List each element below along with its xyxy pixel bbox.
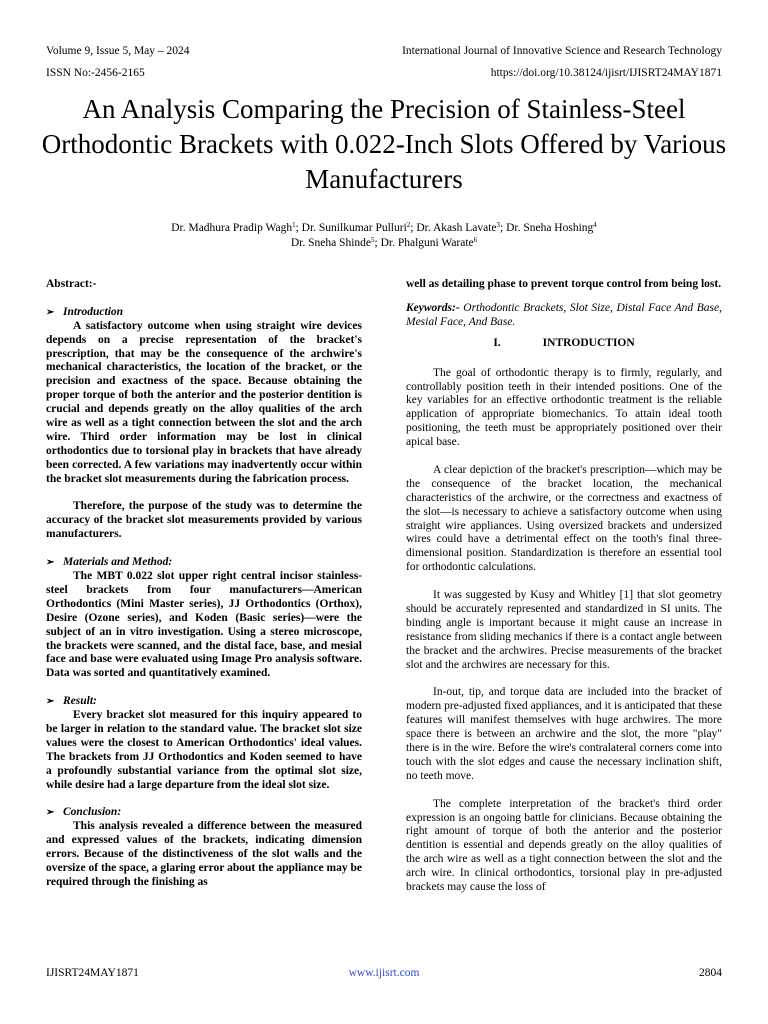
- result-subheading: ➢ Result:: [46, 695, 97, 708]
- abstract-conclusion-paragraph: This analysis revealed a difference between the measured and expressed values of the brackets, indicating dimension errors. Because of the distinctiveness of the slot walls and the oversize of the space, a glaring error about the appliance may be required through the finishing as: [46, 820, 362, 888]
- methods-subheading: ➢ Materials and Method:: [46, 556, 173, 569]
- abstract-result-paragraph: Every bracket slot measured for this inquiry appeared to be larger in relation to the standard value. The bracket slot size values were the closest to American Orthodontics' ideal values. The brackets from JJ Orthodontics and Koden seemed to have a profoundly substantial variance from the optimal slot size, while desire had a large departure from the ideal slot size.: [46, 709, 362, 791]
- footer-page-number: 2804: [699, 967, 722, 979]
- volume-issue: Volume 9, Issue 5, May – 2024: [46, 45, 190, 57]
- abstract-conclusion-continued: well as detailing phase to prevent torque control from being lost.: [406, 278, 722, 290]
- intro-paragraph-5: The complete interpretation of the bracket's third order expression is an ongoing battle for clinicians. Because obtaining the right amount of torque of both the anterior and the posterior dentition is essential and depends greatly on the alloy qualities of the arch wire as well as a tight connection between the slot and the arch wire. In clinical orthodontics, torsional play in pre-adjusted brackets may cause the loss of: [406, 797, 722, 894]
- journal-name: International Journal of Innovative Science and Research Technology: [402, 45, 722, 57]
- keywords-label: Keywords:-: [406, 301, 460, 314]
- footer-paper-code: IJISRT24MAY1871: [46, 967, 139, 979]
- intro-subheading: ➢ Introduction: [46, 305, 124, 318]
- intro-paragraph-2: A clear depiction of the bracket's prescription—which may be the consequence of the bracket location, the mechanical characteristics of the archwire, or the correctness and exactness of the slot—is necessary to achieve a satisfactory outcome when using straight wire appliances. Using oversized brackets and undersized wires could have a detrimental effect on the tooth's final three-dimensional position. Standardization is therefore an essential tool for orthodontic calculations.: [406, 463, 722, 574]
- intro-paragraph-4: In-out, tip, and torque data are included into the bracket of modern pre-adjusted fixed appliances, and it is anticipated that these features will manifest themselves with huge archwires. The more space there is between an archwire and the slot, the more "play" there is in the wire. Before the wire's contralateral corners come into touch with the slot edges and cause the necessary inclination shift, no teeth move.: [406, 686, 722, 782]
- affiliation-mark: 2: [406, 221, 411, 229]
- affiliation-mark: 3: [496, 221, 500, 229]
- author-list: [46, 221, 722, 251]
- keywords: [406, 302, 722, 330]
- author-name: ; Dr. Sneha Hoshing: [500, 222, 594, 234]
- section-heading-introduction: [406, 337, 722, 351]
- arrow-bullet-icon: ➢: [46, 306, 55, 318]
- abstract-intro-paragraph: A satisfactory outcome when using straight wire devices depends on a precise representation of the bracket's prescription, that may be the consequence of the archwire's mechanical characteristics, the location of the bracket, or the precision and exactness of the space. Because obtaining the proper torque of both the anterior and the posterior dentition is crucial and depends greatly on the alloy qualities of the arch wire as well as a tight connection between the slot and the arch wire. Third order information may be lost in clinical orthodontics due to torsional play in brackets that have already been corrected. A few variations may inadvertently occur within the bracket slot measurements during the fabrication process.: [46, 319, 362, 485]
- keywords-text: Orthodontic Brackets, Slot Size, Distal Face And Base, Mesial Face, And Base.: [406, 301, 722, 328]
- arrow-bullet-icon: ➢: [46, 557, 55, 569]
- conclusion-subheading: ➢ Conclusion:: [46, 806, 122, 819]
- affiliation-mark: 4: [593, 221, 597, 229]
- author-name: Dr. Sneha Shinde: [290, 237, 372, 249]
- abstract-methods-paragraph: The MBT 0.022 slot upper right central incisor stainless-steel brackets from four manufacturers—American Orthodontics (Mini Master series), JJ Orthodontics (Orthox), Desire (Ozone series), and Koden (Basic series)—were the subject of an in vitro investigation. Using a stereo microscope, the brackets were scanned, and the distal face, base, and mesial face and base were evaluated using Image Pro analysis software. Data was sorted and quantitatively examined.: [46, 569, 362, 680]
- abstract-label: Abstract:-: [46, 278, 97, 290]
- author-name: ; Dr. Phalguni Warate: [374, 237, 474, 249]
- author-line-1: [46, 221, 722, 236]
- author-name: ; Dr. Sunilkumar Pulluri: [295, 222, 407, 234]
- footer-site: [0, 966, 768, 980]
- paper-title: An Analysis Comparing the Precision of Stainless-Steel Orthodontic Brackets with 0.022-Inch Slots Offered by Various Manufacturers: [41, 94, 727, 194]
- author-name: ; Dr. Akash Lavate: [410, 222, 497, 234]
- affiliation-mark: 5: [371, 236, 375, 244]
- affiliation-mark: 6: [473, 236, 478, 244]
- abstract-purpose-paragraph: Therefore, the purpose of the study was to determine the accuracy of the bracket slot measurements provided by various manufacturers.: [46, 500, 362, 541]
- author-line-2: [46, 236, 722, 251]
- arrow-bullet-icon: ➢: [46, 696, 55, 708]
- issn: ISSN No:-2456-2165: [46, 67, 145, 79]
- affiliation-mark: 1: [292, 221, 296, 229]
- intro-paragraph-3: It was suggested by Kusy and Whitley [1] that slot geometry should be accurately represented and standardized in SI units. The binding angle is important because it might cause an increase in resistance from sliding mechanics if there is a contact angle between the bracket and the archwires. Precise measurements of the bracket slot and the archwires are necessary for this.: [406, 589, 722, 671]
- left-column: [46, 278, 362, 890]
- right-column: [406, 278, 722, 895]
- section-number: I.: [493, 336, 501, 349]
- section-title: INTRODUCTION: [542, 336, 635, 349]
- footer-site-link[interactable]: www.ijisrt.com: [348, 967, 420, 979]
- arrow-bullet-icon: ➢: [46, 807, 55, 819]
- author-name: Dr. Madhura Pradip Wagh: [171, 222, 293, 234]
- doi-link[interactable]: https://doi.org/10.38124/ijisrt/IJISRT24MAY1871: [490, 67, 722, 79]
- intro-paragraph-1: The goal of orthodontic therapy is to firmly, regularly, and controllably position teeth in their intended positions. One of the key variables for an effective orthodontic treatment is the reliable application of appropriate biomechanics. To attain ideal tooth positioning, the teeth must be appropriately positioned over their apical base.: [406, 366, 722, 449]
